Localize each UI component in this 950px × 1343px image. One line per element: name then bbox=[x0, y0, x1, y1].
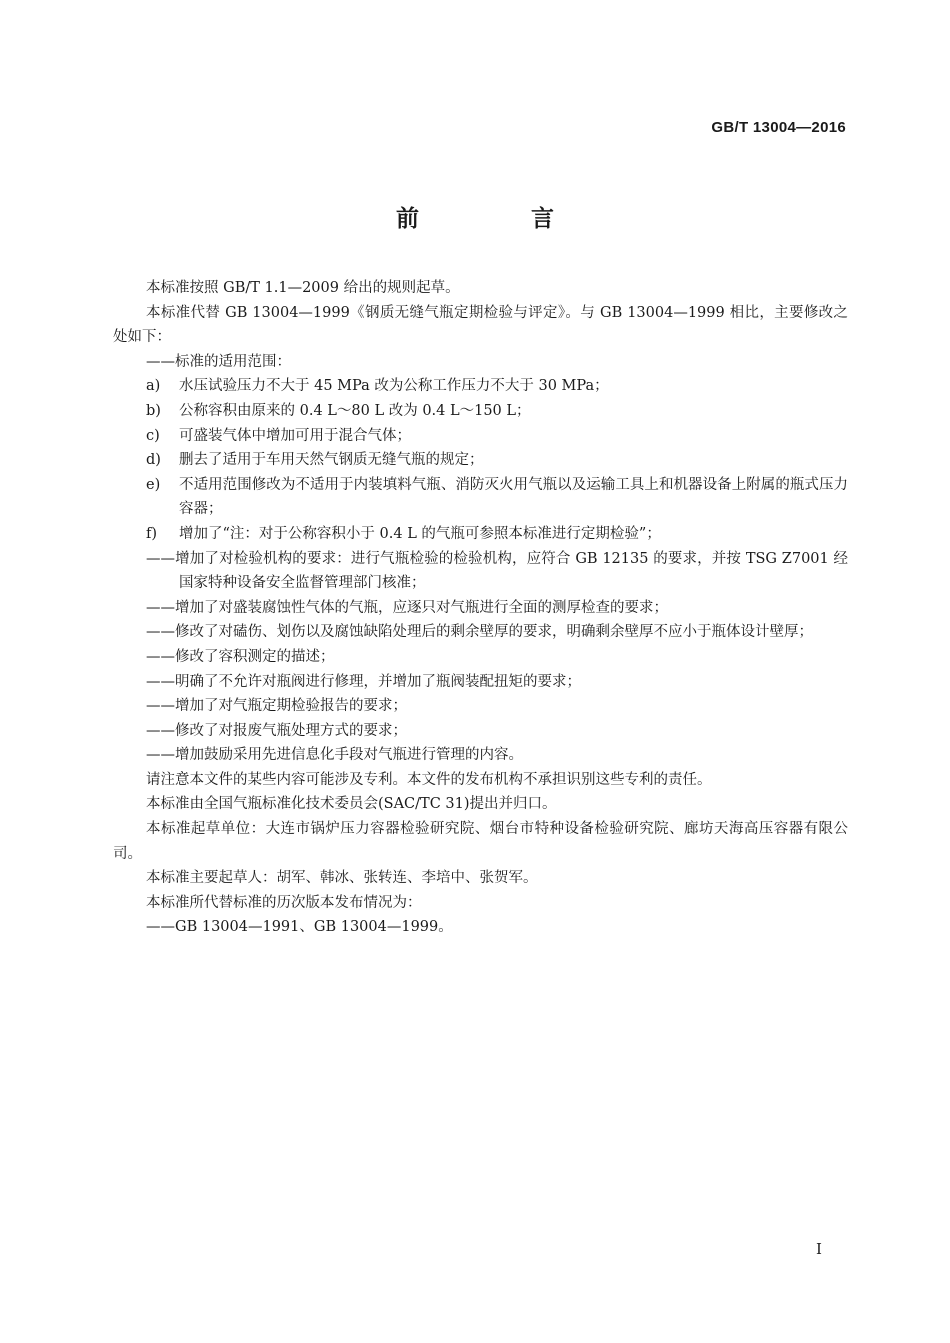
scope-heading: ——标准的适用范围： bbox=[146, 353, 291, 370]
standard-code: GB/T 13004—2016 bbox=[711, 119, 846, 136]
list-item-label: a) bbox=[146, 378, 161, 395]
paragraph-patent: 请注意本文件的某些内容可能涉及专利。本文件的发布机构不承担识别这些专利的责任。 bbox=[146, 771, 712, 788]
list-item-text: 增加了“注：对于公称容积小于 0.4 L 的气瓶可参照本标准进行定期检验”； bbox=[179, 525, 661, 542]
foreword-body bbox=[113, 276, 848, 940]
paragraph-replacement: 本标准代替 GB 13004—1999《钢质无缝气瓶定期检验与评定》。与 GB 13004—1999 相比，主要修改之处如下： bbox=[113, 304, 848, 346]
list-item-text: 不适用范围修改为不适用于内装填料气瓶、消防灭火用气瓶以及运输工具上和机器设备上附属的瓶式压力容器； bbox=[179, 476, 848, 518]
change-item: ——增加了对盛装腐蚀性气体的气瓶，应逐只对气瓶进行全面的测厚检查的要求； bbox=[146, 599, 668, 616]
paragraph-drafting-units: 本标准起草单位：大连市锅炉压力容器检验研究院、烟台市特种设备检验研究院、廊坊天海高压容器有限公司。 bbox=[113, 821, 848, 862]
change-item: ——明确了不允许对瓶阀进行修理，并增加了瓶阀装配扭矩的要求； bbox=[146, 673, 581, 690]
list-item bbox=[113, 522, 848, 547]
list-item-text: 删去了适用于车用天然气钢质无缝气瓶的规定； bbox=[179, 452, 484, 469]
list-item-label: b) bbox=[146, 402, 161, 419]
change-item: ——增加鼓励采用先进信息化手段对气瓶进行管理的内容。 bbox=[146, 747, 523, 764]
list-item bbox=[113, 448, 848, 473]
list-item bbox=[113, 399, 848, 424]
paragraph-proposer: 本标准由全国气瓶标准化技术委员会(SAC/TC 31)提出并归口。 bbox=[146, 796, 557, 813]
history-item: ——GB 13004—1991、GB 13004—1999。 bbox=[146, 919, 453, 936]
change-item: ——修改了容积测定的描述； bbox=[146, 648, 335, 665]
list-item-label: e) bbox=[146, 476, 161, 493]
list-item-label: d) bbox=[146, 452, 161, 469]
list-item-label: c) bbox=[146, 427, 160, 444]
change-item: ——修改了对报废气瓶处理方式的要求； bbox=[146, 722, 407, 739]
paragraph-drafting-rules: 本标准按照 GB/T 1.1—2009 给出的规则起草。 bbox=[146, 280, 460, 296]
paragraph-history-intro: 本标准所代替标准的历次版本发布情况为： bbox=[146, 894, 422, 911]
list-item bbox=[113, 473, 848, 522]
list-item-text: 水压试验压力不大于 45 MPa 改为公称工作压力不大于 30 MPa； bbox=[179, 378, 609, 395]
page-number: I bbox=[816, 1240, 822, 1258]
paragraph-drafters: 本标准主要起草人：胡军、韩冰、张转连、李培中、张贺军。 bbox=[146, 870, 538, 887]
list-item-text: 公称容积由原来的 0.4 L～80 L 改为 0.4 L～150 L； bbox=[179, 402, 531, 419]
list-item bbox=[113, 374, 848, 399]
page-title: 前 言 bbox=[395, 206, 606, 232]
change-item: ——增加了对气瓶定期检验报告的要求； bbox=[146, 698, 407, 715]
change-item: ——增加了对检验机构的要求：进行气瓶检验的检验机构，应符合 GB 12135 的要求，并按 TSG Z7001 经国家特种设备安全监督管理部门核准； bbox=[146, 550, 848, 592]
list-item-label: f) bbox=[146, 525, 158, 542]
change-item: ——修改了对磕伤、划伤以及腐蚀缺陷处理后的剩余壁厚的要求，明确剩余壁厚不应小于瓶体设计壁厚； bbox=[146, 624, 813, 641]
list-item-text: 可盛装气体中增加可用于混合气体； bbox=[179, 427, 411, 444]
list-item bbox=[113, 424, 848, 449]
